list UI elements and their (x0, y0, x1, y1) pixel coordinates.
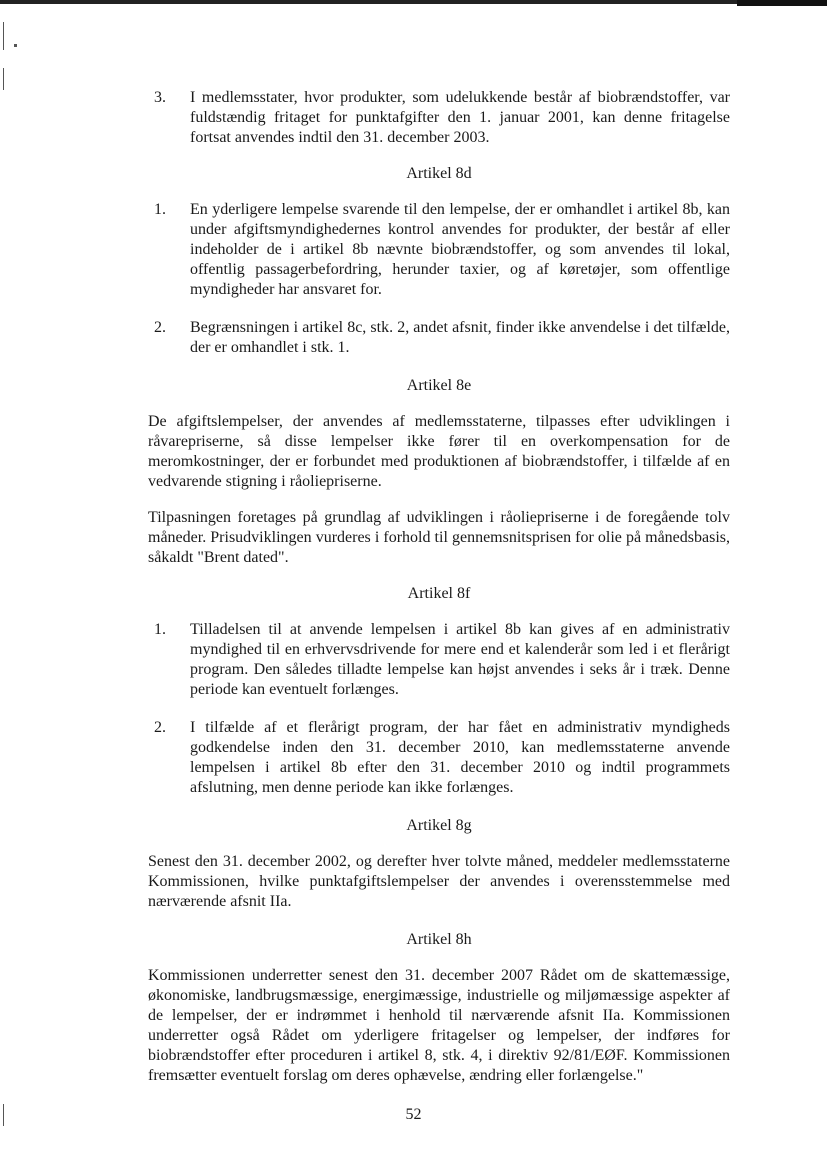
scan-margin-mark (14, 44, 17, 47)
item-number: 1. (154, 201, 166, 218)
article-heading: Artikel 8g (406, 817, 472, 834)
numbered-item (148, 88, 730, 148)
article-heading: Artikel 8d (406, 165, 472, 182)
paragraph: De afgiftslempelser, der anvendes af medlemsstaterne, tilpasses efter udviklingen i råvarepriserne, så disse lempelser ikke fører til en overkompensation for de meromkostninger, der er forbundet med produktionen af biobrændstoffer, i tilfælde af en vedvarende stigning i råoliepriserne. (148, 413, 730, 490)
item-number: 1. (154, 621, 166, 638)
item-text: En yderligere lempelse svarende til den lempelse, der er omhandlet i artikel 8b, kan under afgiftsmyndighedernes kontrol anvendes for produkter, der består af eller indeholder de i artikel 8b nævnte biobrændstoffer, og som anvendes til lokal, offentlig passagerbefordring, herunder taxier, og af køretøjer, som offentlige myndigheder har ansvaret for. (190, 201, 730, 298)
top-border-dark-segment (737, 0, 827, 6)
numbered-item (148, 718, 730, 798)
scan-margin-mark (3, 68, 4, 90)
numbered-item (148, 200, 730, 300)
item-number: 2. (154, 719, 166, 736)
article-heading: Artikel 8h (406, 931, 472, 948)
numbered-item (148, 318, 730, 358)
article-heading: Artikel 8e (406, 377, 472, 394)
item-text: Tilladelsen til at anvende lempelsen i artikel 8b kan gives af en administrativ myndighed til en erhvervsdrivende for mere end et kalenderår som led i et flerårigt program. Den således tilladte lempelse kan højst anvendes i seks år i træk. Denne periode kan eventuelt forlænges. (190, 621, 730, 698)
paragraph: Tilpasningen foretages på grundlag af udviklingen i råoliepriserne i de foregående tolv måneder. Prisudviklingen vurderes i forhold til gennemsnitsprisen for olie på månedsbasis, såkaldt "Brent dated". (148, 509, 730, 566)
paragraph: Senest den 31. december 2002, og derefter hver tolvte måned, meddeler medlemsstaterne Kommissionen, hvilke punktafgiftslempelser der anvendes i overensstemmelse med nærværende afsnit IIa. (148, 853, 730, 910)
item-text: I medlemsstater, hvor produkter, som udelukkende består af biobrændstoffer, var fuldstændig fritaget for punktafgifter den 1. januar 2001, kan denne fritagelse fortsat anvendes indtil den 31. december 2003. (190, 89, 730, 146)
numbered-item (148, 620, 730, 700)
item-text: Begrænsningen i artikel 8c, stk. 2, andet afsnit, finder ikke anvendelse i det tilfælde, der er omhandlet i stk. 1. (190, 319, 730, 356)
page-number: 52 (405, 1106, 422, 1123)
scan-margin-mark (3, 22, 4, 50)
item-text: I tilfælde af et flerårigt program, der har fået en administrativ myndigheds godkendelse inden den 31. december 2010, kan medlemsstaterne anvende lempelsen i artikel 8b efter den 31. december 2010 og indtil programmets afslutning, men denne periode kan ikke forlænges. (190, 719, 730, 796)
item-number: 2. (154, 319, 166, 336)
item-number: 3. (154, 89, 166, 106)
document-body (148, 84, 730, 1086)
article-heading: Artikel 8f (407, 585, 471, 602)
top-border-line (0, 0, 827, 4)
paragraph: Kommissionen underretter senest den 31. december 2007 Rådet om de skattemæssige, økonomiske, landbrugsmæssige, energimæssige, industrielle og miljømæssige aspekter af de lempelser, der er indrømmet i henhold til nærværende afsnit IIa. Kommissionen underretter også Rådet om yderligere fritagelser og lempelser, der indføres for biobrændstoffer efter proceduren i artikel 8, stk. 4, i direktiv 92/81/EØF. Kommissionen fremsætter eventuelt forslag om deres ophævelse, ændring eller forlængelse." (148, 967, 730, 1084)
